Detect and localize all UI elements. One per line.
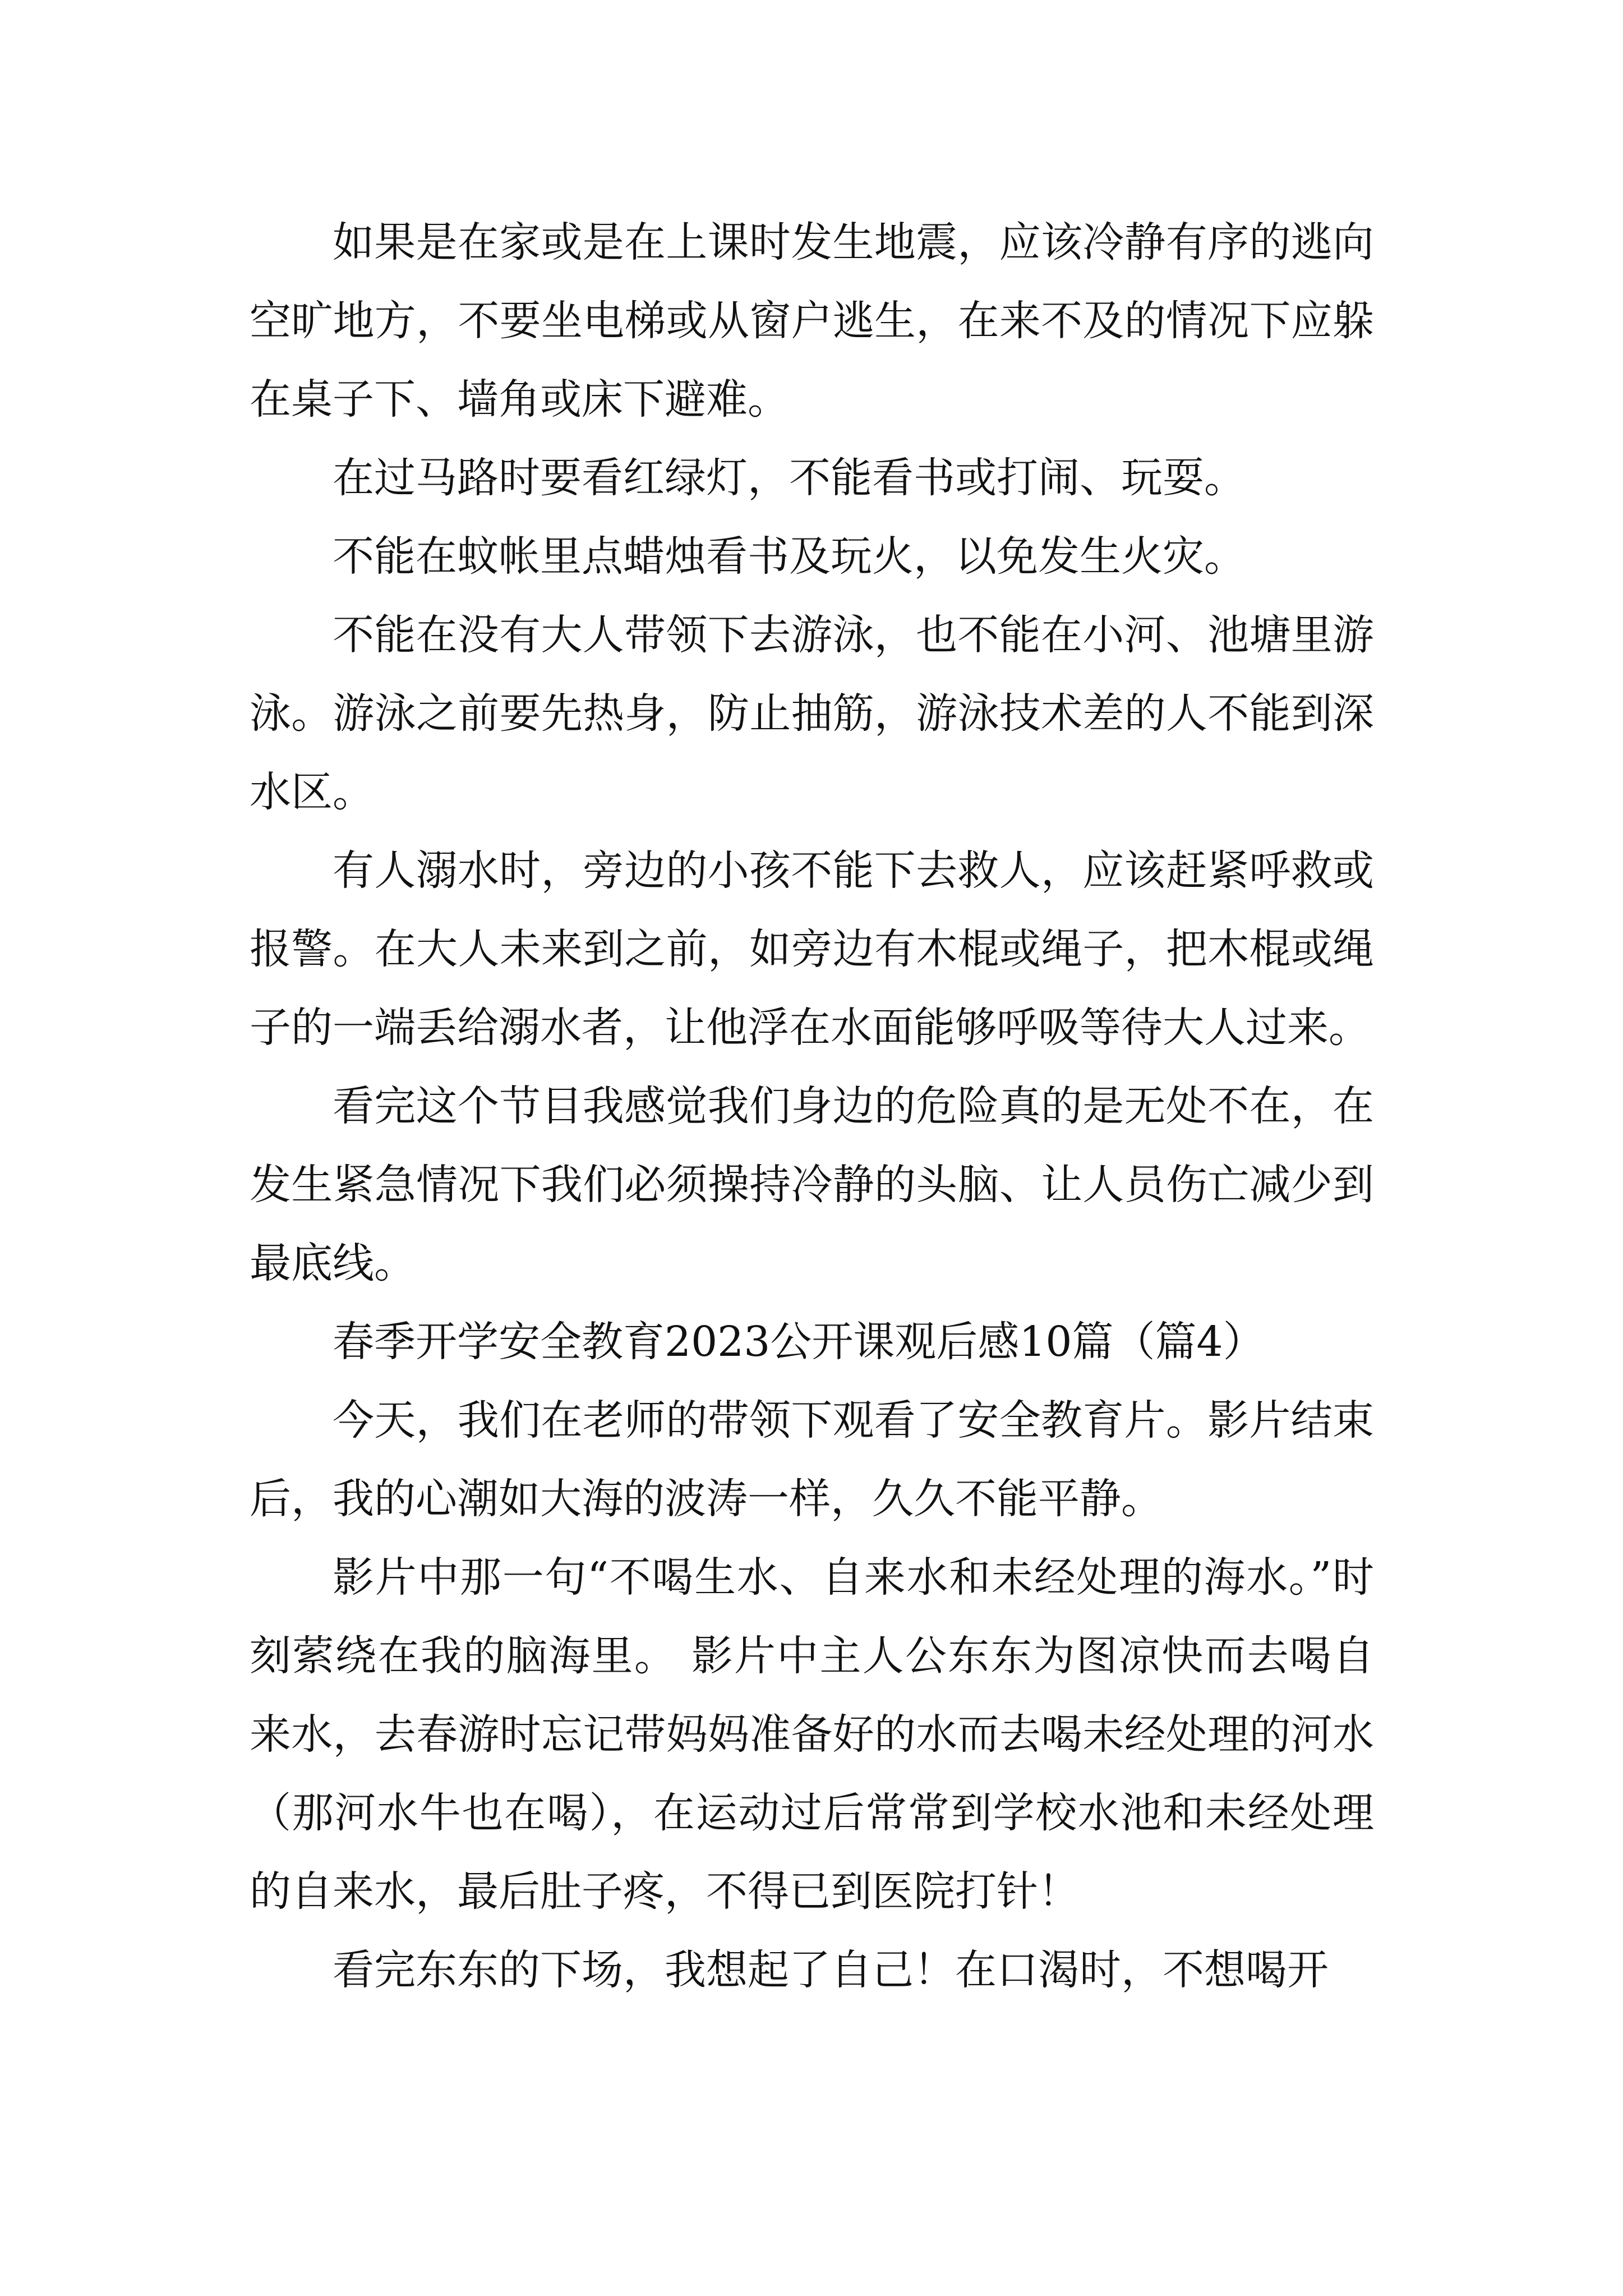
paragraph-fire: 不能在蚊帐里点蜡烛看书及玩火，以免发生火灾。: [333, 532, 1246, 581]
paragraph-conclusion: 看完这个节目我感觉我们身边的危险真的是无处不在，在发生紧急情况下我们必须操持冷静的头脑、让人员伤亡减少到最底线。: [250, 1082, 1374, 1287]
paragraph-intro: 今天，我们在老师的带领下观看了安全教育片。影片结束后，我的心潮如大海的波涛一样，久久不能平静。: [250, 1396, 1374, 1523]
section-heading: 春季开学安全教育2023公开课观后感10篇（篇4）: [333, 1318, 1265, 1366]
paragraph-earthquake: 如果是在家或是在上课时发生地震，应该冷静有序的逃向空旷地方，不要坐电梯或从窗户逃生，在来不及的情况下应躲在桌子下、墙角或床下避难。: [250, 218, 1374, 424]
paragraph-traffic: 在过马路时要看红绿灯，不能看书或打闹、玩耍。: [333, 454, 1246, 502]
document-body: [250, 203, 1374, 2009]
paragraph-swimming: 不能在没有大人带领下去游泳，也不能在小河、池塘里游泳。游泳之前要先热身，防止抽筋，游泳技术差的人不能到深水区。: [250, 611, 1374, 816]
paragraph-water: 影片中那一句“不喝生水、自来水和未经处理的海水。”时刻萦绕在我的脑海里。 影片中主人公东东为图凉快而去喝自来水，去春游时忘记带妈妈准备好的水而去喝未经处理的河水（那河水牛也在喝），在运动过后常常到学校水池和未经处理的自来水，最后肚子疼，不得已到医院打针！: [250, 1553, 1374, 1916]
paragraph-reflection: 看完东东的下场，我想起了自己！在口渴时，不想喝开: [333, 1946, 1329, 1994]
paragraph-drowning: 有人溺水时，旁边的小孩不能下去救人，应该赶紧呼救或报警。在大人未来到之前，如旁边有木棍或绳子，把木棍或绳子的一端丢给溺水者，让他浮在水面能够呼吸等待大人过来。: [250, 846, 1374, 1052]
